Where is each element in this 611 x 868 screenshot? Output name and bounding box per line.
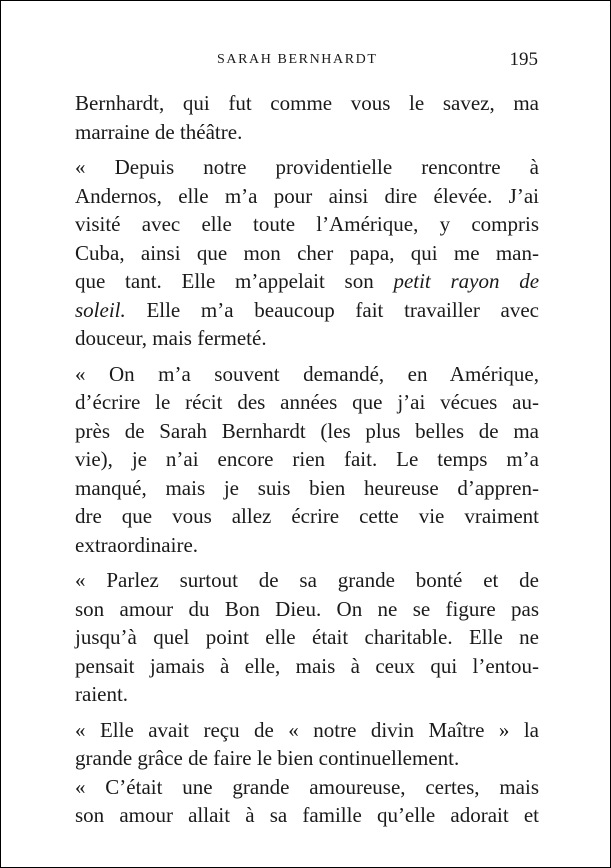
text-line: son amour allait à sa famille qu’elle adorait et xyxy=(75,803,539,827)
text-line: dre que vous allez écrire cette vie vraiment xyxy=(75,504,539,528)
paragraph-3 xyxy=(75,360,539,560)
text-line: « On m’a souvent demandé, en Amérique, xyxy=(75,361,539,386)
text-line: grande grâce de faire le bien continuellement. xyxy=(75,746,460,770)
page-number: 195 xyxy=(509,49,538,70)
text-line: raient. xyxy=(75,682,129,706)
text-line: marraine de théâtre. xyxy=(75,119,243,144)
text-line: vie), je n’ai encore rien fait. Le temps m’a xyxy=(75,447,539,471)
text-line: « Parlez surtout de sa grande bonté et de xyxy=(75,568,539,592)
text-line: manqué, mais je suis bien heureuse d’appren- xyxy=(75,475,539,500)
paragraph-2 xyxy=(75,153,539,353)
text-line: d’écrire le récit des années que j’ai vécues au- xyxy=(75,390,539,414)
text-line: Andernos, elle m’a pour ainsi dire élevée. J’ai xyxy=(75,183,539,208)
text-line: visité avec elle toute l’Amérique, y compris xyxy=(75,212,539,236)
text-line: « Depuis notre providentielle rencontre à xyxy=(75,155,539,179)
paragraph-5 xyxy=(75,716,539,773)
running-header xyxy=(1,49,610,72)
text-line: près de Sarah Bernhardt (les plus belles de ma xyxy=(75,418,539,443)
text-line: douceur, mais fermeté. xyxy=(75,326,267,350)
text-line: Cuba, ainsi que mon cher papa, qui me man- xyxy=(75,240,539,265)
paragraph-4 xyxy=(75,566,539,709)
text-fragment: que tant. Elle m’appelait son xyxy=(75,269,374,293)
text-line: « C’était une grande amoureuse, certes, mais xyxy=(75,774,539,799)
body-text xyxy=(75,89,539,830)
text-fragment: Elle m’a beaucoup fait travailler avec xyxy=(146,297,539,322)
text-line: Bernhardt, qui fut comme vous le savez, ma xyxy=(75,91,539,115)
running-header-title: SARAH BERNHARDT xyxy=(217,52,378,67)
paragraph-6 xyxy=(75,773,539,830)
paragraph-1 xyxy=(75,89,539,146)
text-line: son amour du Bon Dieu. On ne se figure pas xyxy=(75,596,539,621)
text-line-with-italic xyxy=(75,296,539,325)
text-line: extraordinaire. xyxy=(75,532,199,557)
italic-phrase: soleil. xyxy=(75,297,126,322)
text-line: jusqu’à quel point elle était charitable. Elle ne xyxy=(75,625,539,649)
text-line: « Elle avait reçu de « notre divin Maître » la xyxy=(75,717,539,742)
italic-phrase: petit rayon de xyxy=(393,269,540,293)
text-line: pensait jamais à elle, mais à ceux qui l’entou- xyxy=(75,653,539,678)
text-line-with-italic xyxy=(75,267,539,296)
